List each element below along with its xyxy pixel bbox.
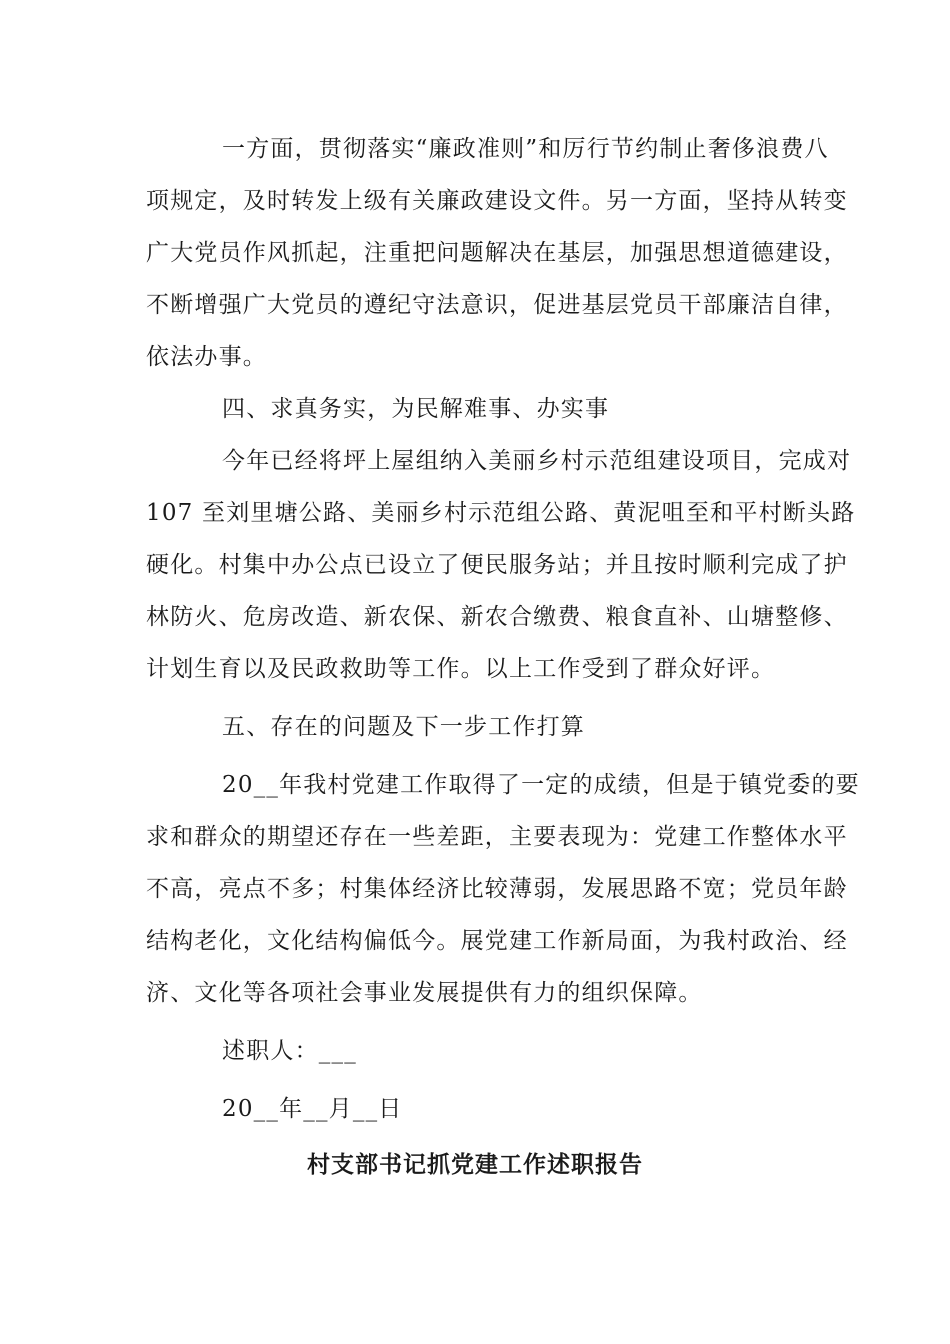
next-report-title: 村支部书记抓党建工作述职报告 — [307, 1151, 643, 1178]
section-heading-4: 四、求真务实，为民解难事、办实事 — [222, 396, 610, 422]
section-heading-5: 五、存在的问题及下一步工作打算 — [222, 714, 585, 740]
paragraph-5-line-1: 20__年我村党建工作取得了一定的成绩，但是于镇党委的要 — [222, 772, 860, 798]
paragraph-1-line-1: 一方面，贯彻落实“廉政准则”和厉行节约制止奢侈浪费八 — [222, 136, 829, 162]
paragraph-5-line-2: 求和群众的期望还存在一些差距，主要表现为：党建工作整体水平 — [146, 824, 848, 850]
paragraph-5-line-5: 济、文化等各项社会事业发展提供有力的组织保障。 — [146, 980, 703, 1006]
paragraph-1-line-3: 广大党员作风抓起，注重把问题解决在基层，加强思想道德建设， — [146, 240, 848, 266]
date-line: 20__年__月__日 — [222, 1096, 403, 1122]
paragraph-1-line-5: 依法办事。 — [146, 344, 267, 370]
paragraph-5-line-3: 不高，亮点不多；村集体经济比较薄弱，发展思路不宽；党员年龄 — [146, 876, 848, 902]
paragraph-5-line-4: 结构老化，文化结构偏低今。展党建工作新局面，为我村政治、经 — [146, 928, 848, 954]
reporter-signature-line: 述职人：___ — [222, 1038, 357, 1064]
paragraph-3-line-4: 林防火、危房改造、新农保、新农合缴费、粮食直补、山塘整修、 — [146, 604, 848, 630]
paragraph-1-line-4: 不断增强广大党员的遵纪守法意识，促进基层党员干部廉洁自律， — [146, 292, 848, 318]
paragraph-3-line-1: 今年已经将坪上屋组纳入美丽乡村示范组建设项目，完成对 — [222, 448, 852, 474]
paragraph-3-line-5: 计划生育以及民政救助等工作。以上工作受到了群众好评。 — [146, 656, 776, 682]
paragraph-3-line-3: 硬化。村集中办公点已设立了便民服务站；并且按时顺利完成了护 — [146, 552, 848, 578]
paragraph-1-line-2: 项规定，及时转发上级有关廉政建设文件。另一方面，坚持从转变 — [146, 188, 848, 214]
paragraph-3-line-2: 107 至刘里塘公路、美丽乡村示范组公路、黄泥咀至和平村断头路 — [146, 500, 856, 526]
